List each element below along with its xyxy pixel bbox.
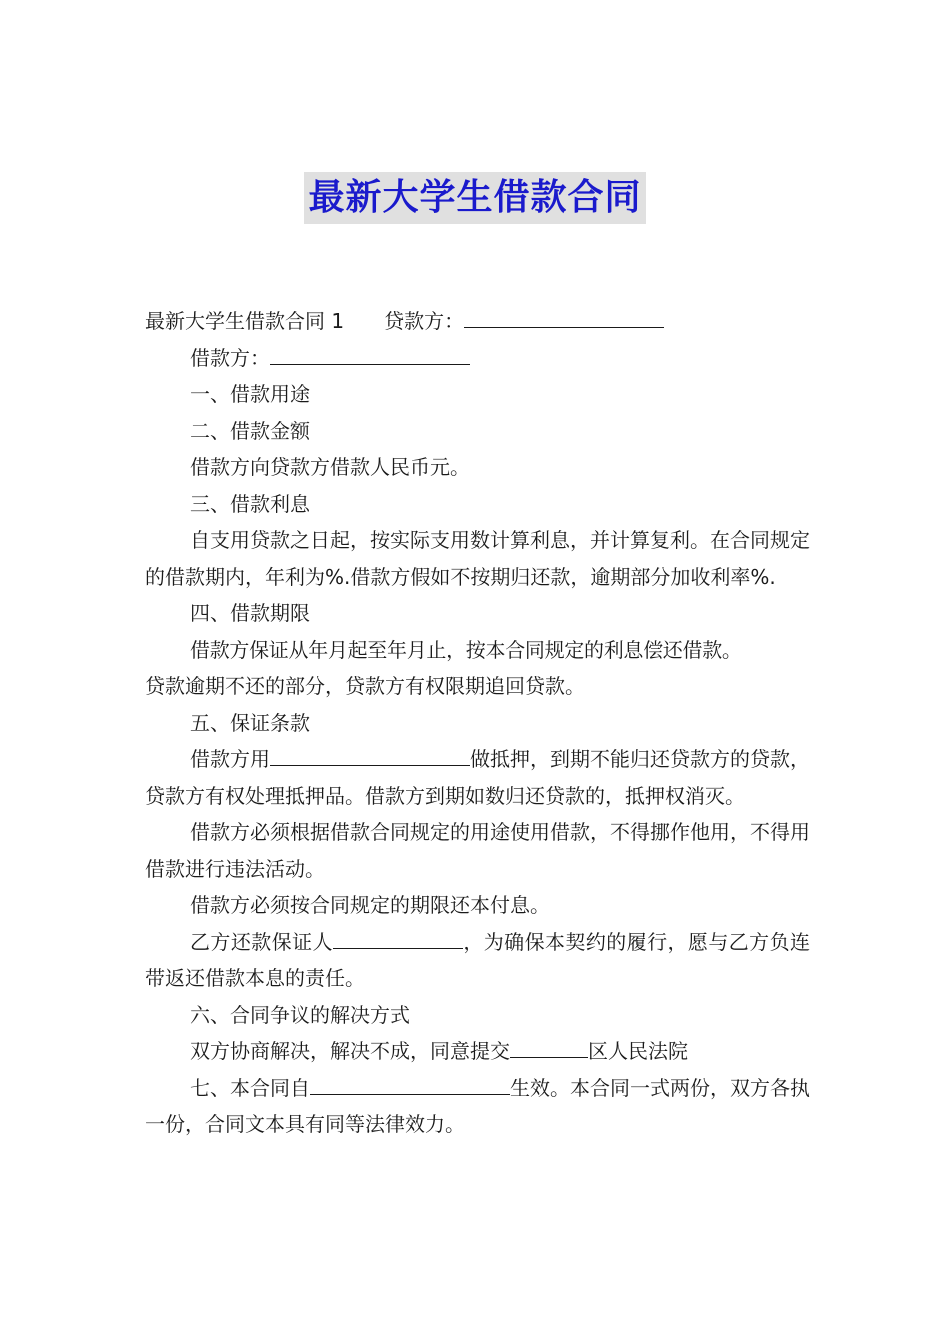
section-3-heading: 三、借款利息 (190, 491, 310, 516)
borrower-blank (270, 342, 470, 365)
guarantor-suffix: ，为确保本契约的履行，愿与乙方负连带返还借款本息的责任。 (145, 929, 811, 990)
section-5-paragraph-3: 借款方必须按合同规定的期限还本付息。 (190, 893, 550, 917)
section-2-body: 借款方向贷款方借款人民币元。 (190, 455, 470, 479)
section-4-heading: 四、借款期限 (190, 601, 310, 625)
section-5-heading: 五、保证条款 (190, 710, 310, 735)
section-5-paragraph-2: 借款方必须根据借款合同规定的用途使用借款，不得挪作他用，不得用借款进行违法活动。 (145, 820, 810, 881)
section-5-paragraph-1 (145, 741, 810, 814)
court-suffix: 区人民法院 (588, 1039, 688, 1063)
lender-blank (464, 305, 664, 328)
section-5-paragraph-4 (145, 924, 810, 997)
effective-prefix: 七、本合同自 (190, 1075, 310, 1100)
section-3-body: 自支用贷款之日起，按实际支用数计算利息，并计算复利。在合同规定的借款期内，年利为%.借款方假如不按期归还款，逾期部分加收利率%. (145, 528, 810, 589)
borrower-line (145, 340, 810, 377)
section-4-body-line-2: 贷款逾期不还的部分，贷款方有权限期追回贷款。 (145, 674, 585, 698)
title-wrap (0, 172, 950, 224)
guarantor-blank (333, 926, 463, 949)
effective-blank (310, 1072, 510, 1095)
effective-suffix: 生效。本合同一式两份，双方各执一份，合同文本具有同等法律效力。 (145, 1075, 810, 1136)
collateral-prefix: 借款方用 (190, 747, 270, 771)
court-prefix: 双方协商解决，解决不成，同意提交 (190, 1039, 510, 1063)
section-4-body-line-1: 借款方保证从年月起至年月止，按本合同规定的利息偿还借款。 (190, 637, 742, 662)
court-blank (510, 1035, 588, 1058)
section-2-heading: 二、借款金额 (190, 418, 310, 443)
guarantor-prefix: 乙方还款保证人 (190, 929, 333, 954)
header-line (145, 303, 810, 340)
section-6-heading: 六、合同争议的解决方式 (190, 1002, 410, 1027)
borrower-label: 借款方： (190, 345, 270, 370)
document-body (145, 303, 810, 1143)
section-1-heading: 一、借款用途 (190, 382, 310, 406)
section-6-body (145, 1033, 810, 1070)
contract-label: 最新大学生借款合同 1 (145, 309, 345, 333)
lender-label: 贷款方： (384, 309, 465, 333)
document-title: 最新大学生借款合同 (304, 172, 645, 224)
collateral-suffix: 做抵押，到期不能归还贷款方的贷款，贷款方有权处理抵押品。借款方到期如数归还贷款的，抵押权消灭。 (145, 747, 810, 808)
collateral-blank (270, 743, 470, 766)
section-7 (145, 1070, 810, 1143)
